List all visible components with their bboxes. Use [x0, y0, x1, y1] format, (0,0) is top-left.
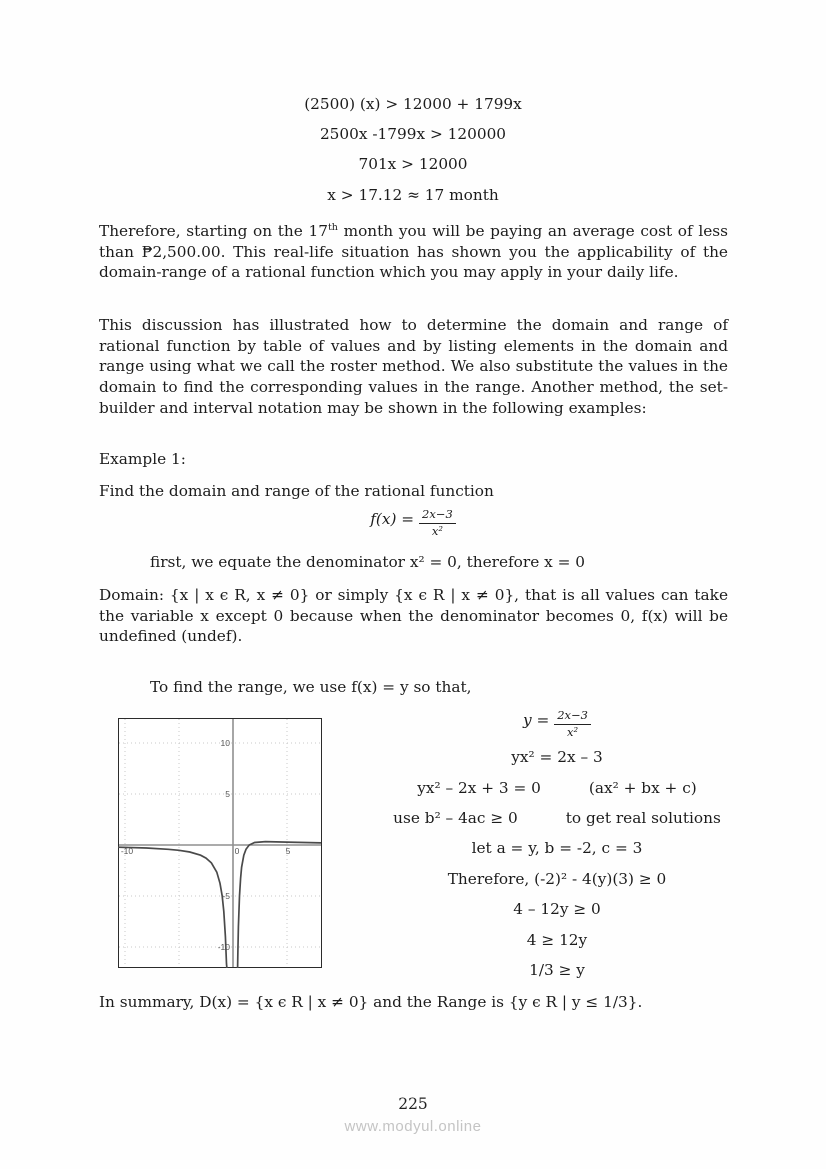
ordinal-superscript: th	[327, 221, 338, 233]
derivation-main: yx² – 2x + 3 = 0	[417, 778, 541, 797]
fx-numerator: 2x−3	[419, 508, 456, 524]
derivation-main: yx² = 2x – 3	[511, 748, 603, 767]
fx-equation	[0, 508, 826, 539]
fx-lhs: f(x) =	[370, 509, 419, 528]
paragraph-domain: Domain: {x | x ϵ R, x ≠ 0} or simply {x ϵ R | x ≠ 0}, that is all values can take the variable x except 0 because when the denominator becomes 0, f(x) will be undefined (undef).	[99, 586, 728, 646]
derivation-main: 4 ≥ 12y	[526, 930, 588, 949]
derivation-line	[392, 833, 722, 863]
derivation-line	[392, 803, 722, 833]
graph-tick-label: 0	[234, 846, 240, 856]
watermark-text: www.modyul.online	[344, 1118, 482, 1135]
graph-tick-label: -10	[217, 942, 230, 952]
y-equation	[523, 709, 591, 740]
paragraph-discussion: This discussion has illustrated how to determine the domain and range of rational function by table of values and by listing elements in the domain and range using what we call the roster method. We also substitute the values in the domain to find the corresponding values in the range. Another method, the set-builder and interval notation may be shown in the following examples:	[99, 316, 728, 417]
y-denominator: x²	[567, 724, 579, 739]
derivation-line	[392, 864, 722, 894]
function-graph-svg	[118, 718, 322, 968]
derivation-side: to get real solutions	[565, 808, 721, 827]
derivation-line	[392, 742, 722, 772]
derivation-main: Therefore, (-2)² - 4(y)(3) ≥ 0	[447, 869, 667, 888]
derivation-side: (ax² + bx + c)	[588, 778, 697, 797]
derivation-main: 1/3 ≥ y	[529, 960, 585, 979]
intro-equations	[0, 89, 826, 210]
paragraph-therefore	[99, 221, 728, 283]
graph-tick-label: 5	[225, 789, 230, 799]
first-step-text: first, we equate the denominator x² = 0, therefore x = 0	[150, 553, 586, 571]
range-derivation	[392, 706, 722, 985]
derivation-line	[392, 772, 722, 802]
derivation-main: let a = y, b = -2, c = 3	[471, 839, 643, 858]
graph-tick-label: -5	[222, 891, 230, 901]
equation-line: (2500) (x) > 12000 + 1799x	[304, 95, 522, 113]
fx-denominator: x²	[431, 523, 443, 538]
equation-line: 2500x -1799x > 120000	[319, 125, 507, 144]
equation-line: x > 17.12 ≈ 17 month	[327, 185, 499, 204]
derivation-line	[392, 894, 722, 924]
derivation-line	[392, 706, 722, 742]
derivation-main: use b² – 4ac ≥ 0	[393, 808, 518, 827]
y-numerator: 2x−3	[554, 709, 591, 725]
paragraph-text: Therefore, starting on the 17	[99, 222, 328, 240]
y-lhs: y =	[523, 710, 555, 729]
fx-fraction	[419, 508, 456, 539]
paragraph-text: month you will be paying an average cost of less than ₱2,500.00. This real-life situation has shown you the applicability of the domain-range of a rational function which you may apply in your daily life.	[99, 222, 728, 282]
graph-tick-label: 5	[285, 846, 291, 856]
equation-line: 701x > 12000	[358, 155, 468, 174]
y-fraction	[554, 709, 591, 740]
derivation-main: 4 – 12y ≥ 0	[513, 900, 601, 919]
page-number: 225	[398, 1095, 428, 1113]
graph-tick-label: -10	[120, 846, 134, 856]
derivation-line	[392, 924, 722, 954]
summary-text: In summary, D(x) = {x ϵ R | x ≠ 0} and the Range is {y ϵ R | y ≤ 1/3}.	[99, 993, 643, 1011]
derivation-line	[392, 955, 722, 985]
example-title: Example 1:	[99, 450, 186, 468]
example-intro: Find the domain and range of the rational function	[99, 482, 494, 500]
graph-tick-label: 10	[220, 738, 230, 748]
function-graph	[118, 718, 322, 968]
range-intro-text: To find the range, we use f(x) = y so that,	[150, 678, 472, 696]
